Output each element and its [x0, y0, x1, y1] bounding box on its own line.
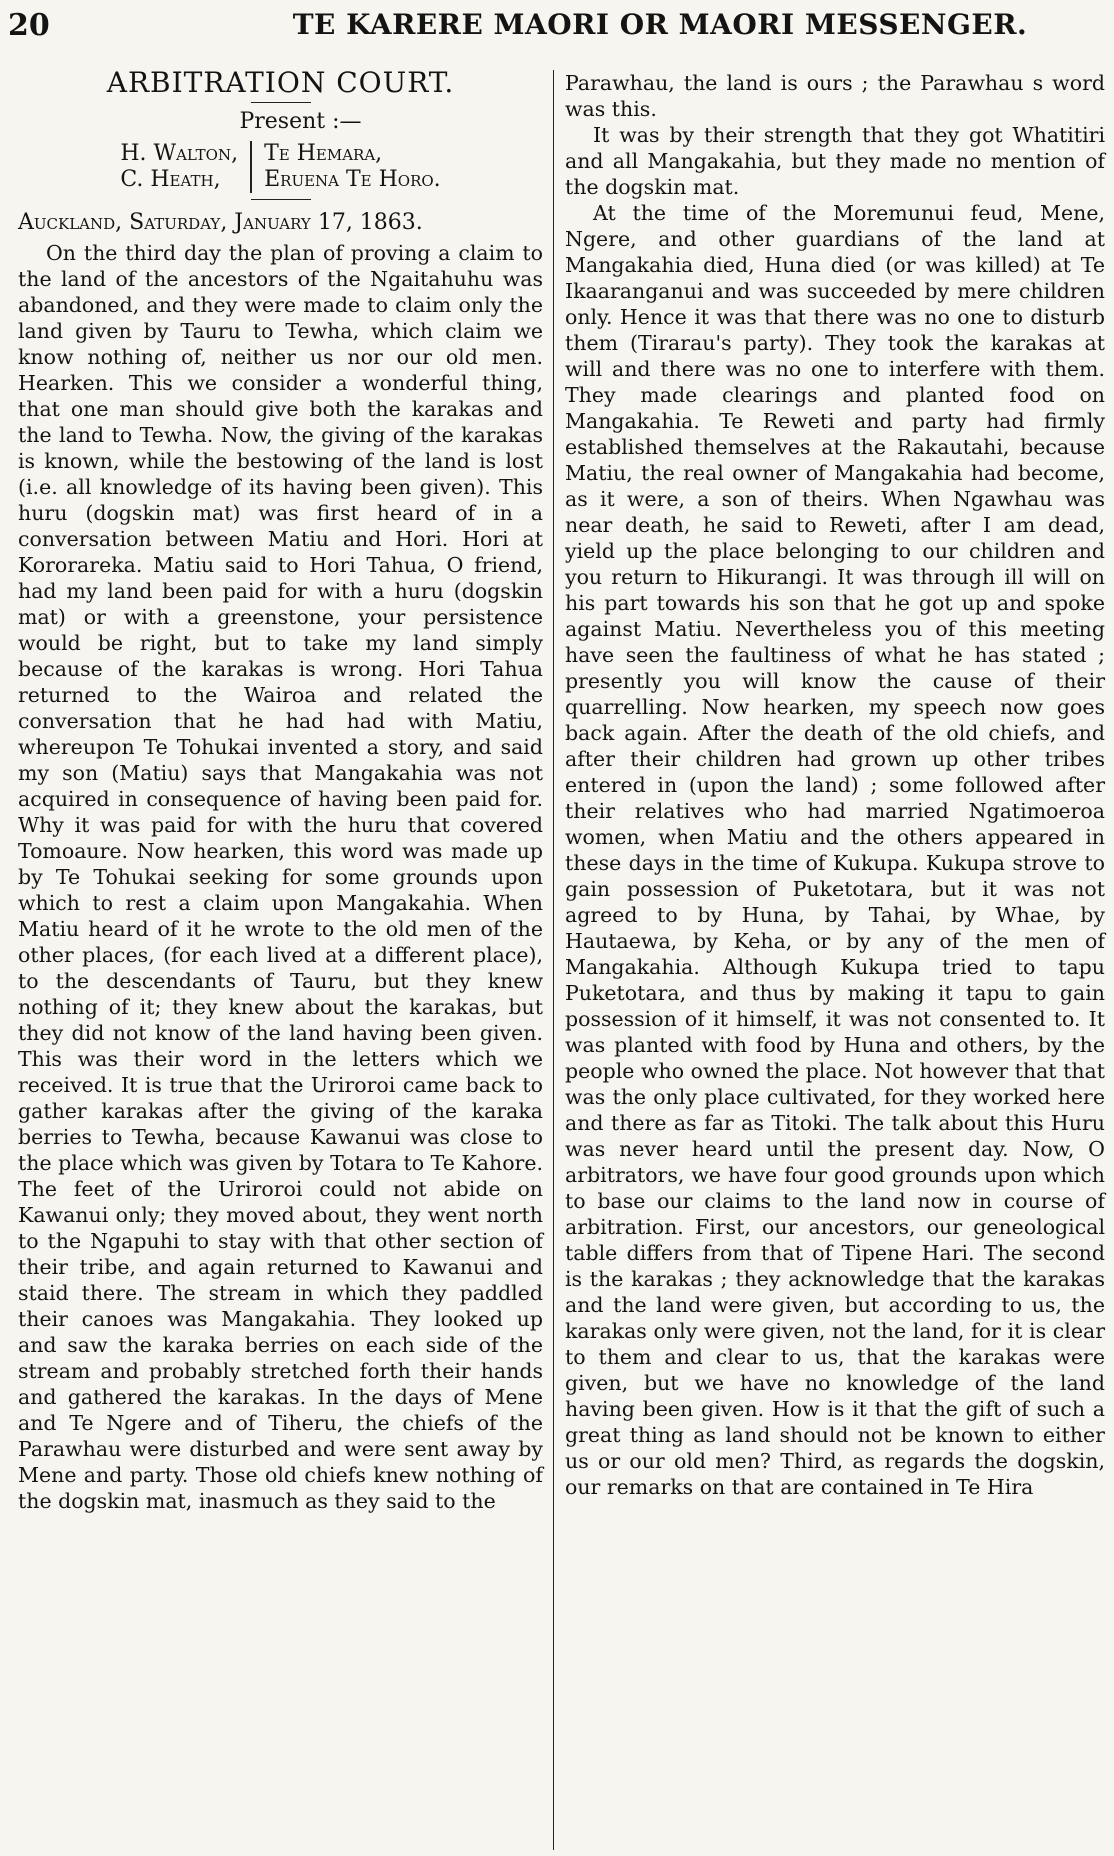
present-label: Present :— — [239, 109, 362, 134]
running-title: TE KARERE MAORI OR MAORI MESSENGER. — [292, 8, 1028, 41]
right-column — [565, 70, 1105, 1500]
member-name: Te Hemara, — [264, 141, 383, 166]
column-divider — [553, 70, 554, 1850]
member-name: Eruena Te Horo. — [264, 167, 441, 192]
member-name: C. Heath, — [120, 167, 221, 192]
members-left-group — [108, 141, 250, 193]
paragraph: Parawhau, the land is ours ; the Parawhau s word was this. — [565, 71, 1105, 121]
paragraph: At the time of the Moremunui feud, Mene, Ngere, and other guardians of the land at Mangakahia died, Huna died (or was killed) at Te Ikaaranganui and was succeeded by mere children only. Hence it was that there was no one to disturb them (Tirarau's party). They took the karakas at will and there was no one to interfere with them. They made clearings and planted food on Mangakahia. Te Reweti and party had firmly established themselves at the Rakautahi, because Matiu, the real owner of Mangakahia had become, as it were, a son of theirs. When Ngawhau was near death, he said to Reweti, after I am dead, yield up the place belonging to our children and you return to Hikurangi. It was through ill will on his part towards his son that he got up and spoke against Matiu. Nevertheless you of this meeting have seen the faultiness of what he has stated ; presently you will know the cause of their quarrelling. Now hearken, my speech now goes back again. After the death of the old chiefs, and after their children had grown up other tribes entered in (upon the land) ; some followed after their relatives who had married Ngatimoeroa women, when Matiu and the others appeared in these days in the time of Kukupa. Kukupa strove to gain possession of Puketotara, but it was not agreed to by Huna, by Tahai, by Whae, by Hautaewa, by Keha, or by any of the men of Mangakahia. Although Kukupa tried to tapu Puketotara, and thus by making it tapu to gain possession of it himself, it was not consented to. It was planted with food by Huna and others, by the people who owned the place. Not however that that was the only place cultivated, for they worked here and there as far as Titoki. The talk about this Huru was never heard until the present day. Now, O arbitrators, we have four good grounds upon which to base our claims to the land now in course of arbitration. First, our ancestors, our geneological table differs from that of Tipene Hari. The second is the karakas ; they acknowledge that the karakas and the land were given, but according to us, the karakas only were given, not the land, for it is clear to them and clear to us, that the karakas were given, but we have no knowledge of the land having been given. How is it that the gift of such a great thing as land should not be known to either us or our old men? Third, as regards the dogskin, our remarks on that are contained in Te Hira — [565, 201, 1105, 1499]
paragraph: It was by their strength that they got Whatitiri and all Mangakahia, but they made no mention of the dogskin mat. — [565, 123, 1105, 199]
article-title: ARBITRATION COURT. — [106, 66, 455, 99]
title-rule — [251, 102, 311, 103]
left-column — [18, 66, 543, 1514]
member-name: H. Walton, — [120, 141, 239, 166]
paragraph: On the third day the plan of proving a claim to the land of the ancestors of the Ngaitahuhu was abandoned, and they were made to claim only the land given by Tauru to Tewha, which claim we know nothing of, neither us nor our old men. Hearken. This we consider a wonderful thing, that one man should give both the karakas and the land to Tewha. Now, the giving of the karakas is known, while the bestowing of the land is lost (i.e. all knowledge of its having been given). This huru (dogskin mat) was first heard of in a conversation between Matiu and Hori. Hori at Kororareka. Matiu said to Hori Tahua, O friend, had my land been paid for with a huru (dogskin mat) or with a greenstone, your persistence would be right, but to take my land simply because of the karakas is wrong. Hori Tahua returned to the Wairoa and related the conversation that he had had with Matiu, whereupon Te Tohukai invented a story, and said my son (Matiu) says that Mangakahia was not acquired in consequence of having been paid for. Why it was paid for with the huru that covered Tomoaure. Now hearken, this word was made up by Te Tohukai seeking for some grounds upon which to rest a claim upon Mangakahia. When Matiu heard of it he wrote to the old men of the other places, (for each lived at a different place), to the descendants of Tauru, but they knew nothing of it; they knew about the karakas, but they did not know of the land having been given. This was their word in the letters which we received. It is true that the Uriroroi came back to gather karakas after the giving of the karaka berries to Tewha, because Kawanui was close to the place which was given by Totara to Te Kahore. The feet of the Uriroroi could not abide on Kawanui only; they moved about, they went north to the Ngapuhi to stay with that other section of their tribe, and again returned to Kawanui and staid there. The stream in which they paddled their canoes was Mangakahia. They looked up and saw the karaka berries on each side of the stream and probably stretched forth their hands and gathered the karakas. In the days of Mene and Te Ngere and of Tiheru, the chiefs of the Parawhau were disturbed and were sent away by Mene and party. Those old chiefs knew nothing of the dogskin mat, inasmuch as they said to the — [18, 241, 543, 1513]
dateline: Auckland, Saturday, January 17, 1863. — [18, 210, 423, 235]
page-number: 20 — [8, 8, 50, 43]
court-members — [18, 141, 543, 193]
page-header — [0, 8, 1114, 48]
members-rule — [251, 199, 311, 200]
members-right-group — [252, 141, 453, 193]
